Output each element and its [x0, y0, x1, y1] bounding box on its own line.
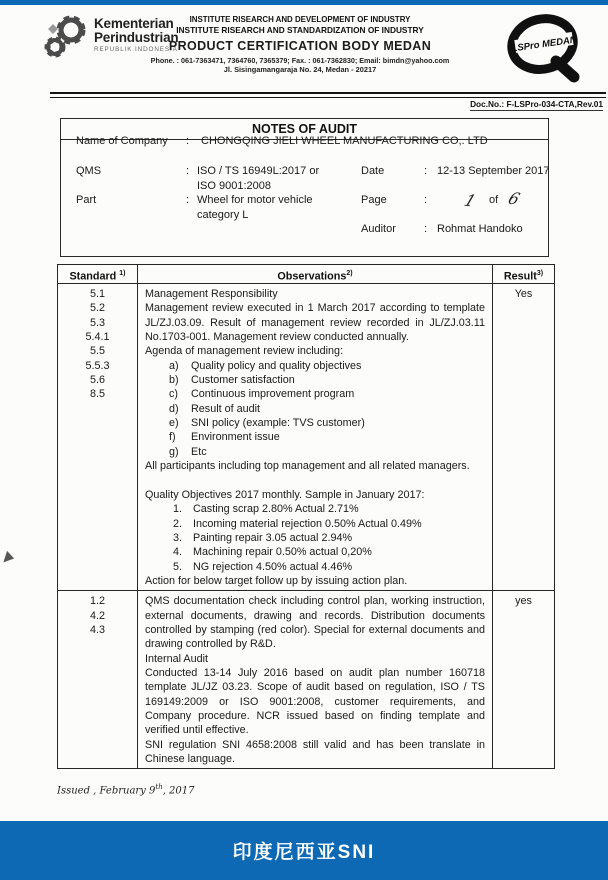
standard-value: 4.2 [89, 609, 105, 622]
contact-line: Phone. : 061-7363471, 7364760, 7365379; Fax. : 061-7362830; Email: bimdn@yahoo.com [150, 56, 450, 65]
date-label: Date [361, 165, 385, 177]
standard-header-superscript: 1) [119, 270, 126, 277]
list-marker: 5. [173, 560, 183, 573]
observation-paragraph: Conducted 13-14 July 2016 based on audit plan number 160718 template JL/JZ 03.23. Scope of audit based on regulation, ISO / TS 169149:2009 or ISO 9001:2008, customer requirements, and Company procedure. NCR issued based on finding template and verified until effective. [145, 666, 485, 737]
list-item [145, 517, 485, 531]
list-item [145, 416, 485, 430]
observation-paragraph: Management review executed in 1 March 2017 according to template JL/ZJ.03.09. Result of management review recorded in JL/ZJ.03.11 No.1703-001. Management review conducted annually. [145, 302, 485, 344]
list-marker: f) [169, 431, 176, 444]
ministry-name-line1: Kementerian [94, 16, 174, 31]
standard-value: 5.4.1 [85, 331, 110, 344]
list-text: Painting repair 3.05 actual 2.94% [193, 531, 353, 544]
certification-body-name: PRODUCT CERTIFICATION BODY MEDAN [168, 39, 432, 53]
participants-line: All participants including top management and all related managers. [145, 460, 470, 473]
list-item [145, 402, 485, 416]
observation-title: Management Responsibility [145, 288, 278, 300]
list-item [145, 359, 485, 373]
observations-header-superscript: 2) [346, 270, 353, 277]
list-item [145, 387, 485, 401]
standard-value: 5.1 [89, 288, 105, 300]
action-line: Action for below target follow up by issuing action plan. [145, 574, 408, 587]
auditor-label: Auditor [361, 223, 396, 235]
page-of-label: of [489, 194, 499, 206]
blank-line [145, 473, 485, 487]
date-colon: : [424, 165, 428, 177]
ministry-name-line2: Perindustrian [94, 29, 179, 45]
list-marker: a) [169, 359, 179, 372]
list-text: SNI policy (example: TVS customer) [191, 417, 365, 430]
list-text: Continuous improvement program [191, 388, 355, 401]
observation-subtitle: Internal Audit [145, 652, 209, 665]
qms-label: QMS [76, 165, 102, 177]
lspro-logo-text: LSPro MEDAN [511, 34, 578, 55]
table-row [58, 590, 554, 768]
list-text: Machining repair 0.50% actual 0,20% [193, 546, 372, 559]
part-value-line2: category L [197, 209, 249, 221]
issued-suffix: , 2017 [162, 785, 195, 797]
list-item [145, 545, 485, 559]
qms-colon: : [186, 165, 190, 177]
gears-icon [44, 13, 88, 63]
list-marker: 4. [173, 546, 183, 559]
bottom-blue-banner [0, 821, 608, 880]
list-marker: d) [169, 402, 179, 415]
list-item [145, 502, 485, 516]
top-blue-bar [0, 0, 608, 5]
list-item [145, 531, 485, 545]
company-value: CHONGQING JIELI WHEEL MANUFACTURING CO,. LTD [201, 135, 488, 147]
page-total-handwritten: 6 [505, 188, 523, 209]
institute-line1: INSTITUTE RISEARCH AND DEVELOPMENT OF INDUSTRY [189, 15, 411, 24]
list-text: Incoming material rejection 0.50% Actual 0.49% [193, 517, 422, 530]
standard-value: 5.3 [89, 316, 105, 329]
list-text: Quality policy and quality objectives [191, 359, 362, 372]
list-text: Customer satisfaction [191, 374, 295, 387]
col-header-standard [58, 265, 137, 283]
list-marker: 1. [173, 503, 183, 516]
page-current-handwritten: 1 [461, 190, 479, 211]
standard-value: 5.2 [89, 302, 105, 315]
list-item [145, 373, 485, 387]
letterhead-center [150, 15, 450, 74]
list-marker: 3. [173, 531, 183, 544]
standard-value: 5.5 [89, 345, 105, 358]
observations-header-label: Observations [277, 270, 347, 283]
page-colon: : [424, 194, 428, 206]
issued-prefix: Issued , February 9 [57, 785, 156, 797]
issued-superscript: th [155, 783, 163, 791]
company-label: Name of Company [76, 135, 168, 147]
col-header-result [493, 265, 554, 283]
standard-header-label: Standard [69, 270, 117, 283]
auditor-value: Rohmat Handoko [437, 223, 523, 235]
qms-value-line2: ISO 9001:2008 [197, 180, 272, 192]
standard-value: 1.2 [89, 595, 105, 608]
lspro-medan-logo [499, 10, 591, 88]
list-item [145, 445, 485, 459]
scan-artifact [3, 551, 15, 565]
company-colon: : [186, 135, 190, 147]
date-value: 12-13 September 2017 [437, 165, 550, 177]
list-text: Casting scrap 2.80% Actual 2.71% [193, 503, 359, 516]
list-marker: c) [169, 388, 178, 401]
doc-number: Doc.No.: F-LSPro-034-CTA,Rev.01 [470, 99, 603, 109]
standard-value: 8.5 [89, 388, 105, 401]
standard-value: 5.5.3 [85, 359, 110, 372]
list-marker: b) [169, 374, 179, 387]
col-header-observations [137, 265, 493, 283]
list-item [145, 560, 485, 574]
list-marker: 2. [173, 517, 183, 530]
notes-of-audit-box [60, 118, 549, 257]
list-text: Environment issue [191, 431, 280, 444]
header-divider-rule [50, 92, 606, 98]
list-marker: e) [169, 417, 179, 430]
part-colon: : [186, 194, 190, 206]
qms-value-line1: ISO / TS 16949L:2017 or [197, 165, 320, 177]
standards-cell [58, 591, 137, 768]
standard-value: 4.3 [89, 623, 105, 636]
result-header-label: Result [503, 270, 537, 283]
notes-title: NOTES OF AUDIT [61, 119, 548, 140]
audit-table [57, 264, 555, 769]
list-item [145, 430, 485, 444]
issued-date-line [57, 783, 195, 796]
result-cell: yes [515, 595, 532, 608]
banner-title: 印度尼西亚SNI [232, 842, 376, 863]
result-header-superscript: 3) [536, 270, 544, 277]
observation-paragraph: SNI regulation SNI 4658:2008 still valid and has been translate in Chinese language. [145, 738, 485, 765]
auditor-colon: : [424, 223, 428, 235]
list-text: NG rejection 4.50% actual 4.46% [193, 560, 353, 573]
part-value-line1: Wheel for motor vehicle [197, 194, 313, 206]
agenda-intro: Agenda of management review including: [145, 345, 344, 358]
list-text: Etc [191, 445, 207, 458]
observation-paragraph: QMS documentation check including control plan, working instruction, external documents, drawing and records. Distribution documents controlled by stamping (red color). Special for external documents and drawing controlled by R&D. [145, 595, 485, 651]
observations-cell [137, 284, 493, 590]
audit-table-header-row [58, 265, 554, 284]
list-text: Result of audit [191, 402, 261, 415]
ministry-name-line3: REPUBLIK INDONESIA [94, 46, 178, 53]
observations-cell [137, 591, 493, 768]
institute-line2: INSTITUTE RISEARCH AND STANDARDIZATION OF INDUSTRY [176, 25, 424, 35]
objectives-intro: Quality Objectives 2017 monthly. Sample in January 2017: [145, 488, 425, 501]
address-line: Jl. Sisingamangaraja No. 24, Medan - 20217 [223, 65, 377, 74]
standard-value: 5.6 [89, 374, 105, 387]
page-label: Page [361, 194, 387, 206]
part-label: Part [76, 194, 97, 206]
standards-cell [58, 284, 137, 590]
result-cell: Yes [514, 288, 533, 300]
table-row [58, 284, 554, 590]
list-marker: g) [169, 445, 179, 458]
